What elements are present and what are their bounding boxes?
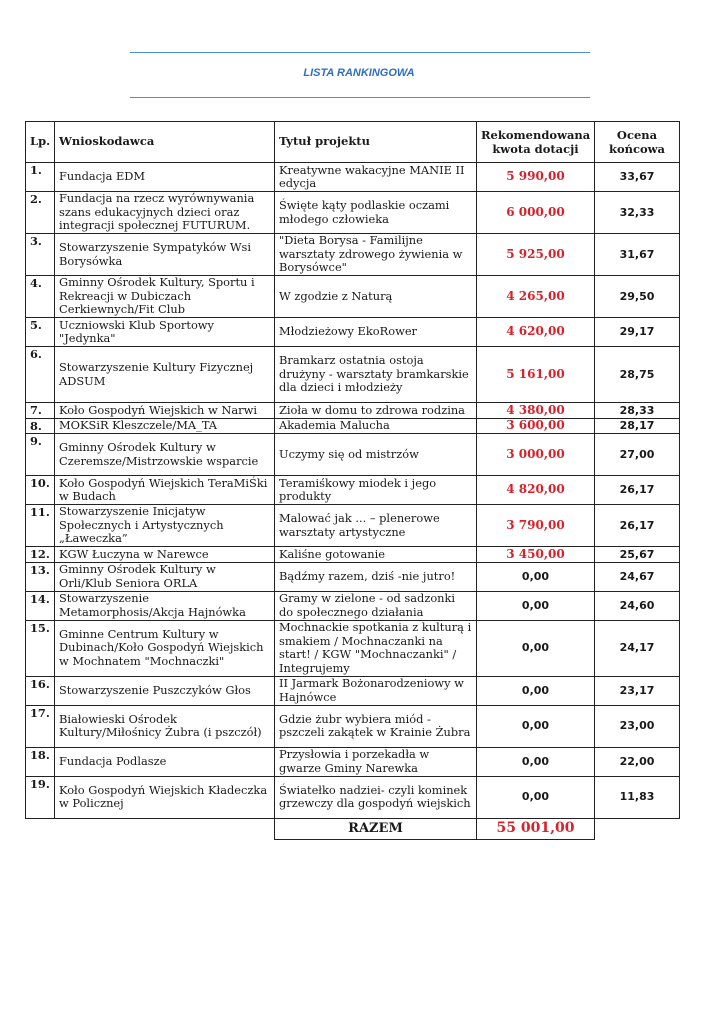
header-score: Ocena końcowa	[595, 122, 680, 163]
row-number: 8.	[26, 418, 55, 434]
amount-cell: 3 000,00	[477, 434, 595, 476]
table-row	[26, 562, 680, 591]
project-title-cell: Zioła w domu to zdrowa rodzina	[275, 403, 477, 419]
applicant-cell: Stowarzyszenie Metamorphosis/Akcja Hajnówka	[55, 591, 275, 620]
applicant-cell: Gminne Centrum Kultury w Dubinach/Koło Gospodyń Wiejskich w Mochnatem "Mochnaczki"	[55, 620, 275, 676]
table-row	[26, 403, 680, 419]
applicant-cell: Gminny Ośrodek Kultury w Czeremsze/Mistrzowskie wsparcie	[55, 434, 275, 476]
table-row	[26, 705, 680, 747]
row-number: 14.	[26, 591, 55, 620]
row-number: 16.	[26, 676, 55, 705]
total-label: RAZEM	[275, 818, 477, 839]
amount-cell: 0,00	[477, 676, 595, 705]
table-row	[26, 434, 680, 476]
amount-cell: 0,00	[477, 620, 595, 676]
amount-cell: 0,00	[477, 747, 595, 776]
score-cell: 23,17	[595, 676, 680, 705]
amount-cell: 0,00	[477, 562, 595, 591]
total-value: 55 001,00	[477, 818, 595, 839]
score-cell: 28,33	[595, 403, 680, 419]
total-row	[26, 818, 680, 839]
row-number: 17.	[26, 705, 55, 747]
score-cell: 27,00	[595, 434, 680, 476]
score-cell: 25,67	[595, 547, 680, 563]
project-title-cell: II Jarmark Bożonarodzeniowy w Hajnówce	[275, 676, 477, 705]
table-row	[26, 620, 680, 676]
table-row	[26, 747, 680, 776]
project-title-cell: Bądźmy razem, dziś -nie jutro!	[275, 562, 477, 591]
amount-cell: 0,00	[477, 776, 595, 818]
document-title: LISTA RANKINGOWA	[303, 67, 415, 79]
project-title-cell: Przysłowia i porzekadła w gwarze Gminy Narewka	[275, 747, 477, 776]
table-row	[26, 163, 680, 192]
table-row	[26, 192, 680, 234]
project-title-cell: Gdzie żubr wybiera miód - pszczeli zakątek w Krainie Żubra	[275, 705, 477, 747]
score-cell: 22,00	[595, 747, 680, 776]
amount-cell: 3 450,00	[477, 547, 595, 563]
table-row	[26, 418, 680, 434]
project-title-cell: Bramkarz ostatnia ostoja drużyny - warsztaty bramkarskie dla dzieci i młodzieży	[275, 347, 477, 403]
applicant-cell: Koło Gospodyń Wiejskich Kładeczka w Policznej	[55, 776, 275, 818]
row-number: 18.	[26, 747, 55, 776]
project-title-cell: Malować jak ... – plenerowe warsztaty artystyczne	[275, 505, 477, 547]
row-number: 7.	[26, 403, 55, 419]
project-title-cell: Młodzieżowy EkoRower	[275, 318, 477, 347]
applicant-cell: Gminny Ośrodek Kultury w Orli/Klub Seniora ORLA	[55, 562, 275, 591]
score-cell: 24,67	[595, 562, 680, 591]
table-row	[26, 676, 680, 705]
amount-cell: 3 790,00	[477, 505, 595, 547]
amount-cell: 4 820,00	[477, 476, 595, 505]
applicant-cell: Stowarzyszenie Inicjatyw Społecznych i Artystycznych „Ławeczka”	[55, 505, 275, 547]
applicant-cell: KGW Łuczyna w Narewce	[55, 547, 275, 563]
amount-cell: 0,00	[477, 591, 595, 620]
project-title-cell: Uczymy się od mistrzów	[275, 434, 477, 476]
applicant-cell: Fundacja EDM	[55, 163, 275, 192]
amount-cell: 0,00	[477, 705, 595, 747]
applicant-cell: MOKSiR Kleszczele/MA_TA	[55, 418, 275, 434]
row-number: 9.	[26, 434, 55, 476]
applicant-cell: Stowarzyszenie Sympatyków Wsi Borysówka	[55, 234, 275, 276]
table-row	[26, 318, 680, 347]
applicant-cell: Białowieski Ośrodek Kultury/Miłośnicy Żubra (i pszczół)	[55, 705, 275, 747]
score-cell: 29,50	[595, 276, 680, 318]
applicant-cell: Fundacja Podlasze	[55, 747, 275, 776]
header-project: Tytuł projektu	[275, 122, 477, 163]
table-row	[26, 347, 680, 403]
amount-cell: 3 600,00	[477, 418, 595, 434]
amount-cell: 5 925,00	[477, 234, 595, 276]
applicant-cell: Stowarzyszenie Kultury Fizycznej ADSUM	[55, 347, 275, 403]
row-number: 5.	[26, 318, 55, 347]
amount-cell: 4 620,00	[477, 318, 595, 347]
score-cell: 33,67	[595, 163, 680, 192]
score-cell: 32,33	[595, 192, 680, 234]
bottom-rule	[130, 97, 590, 98]
row-number: 13.	[26, 562, 55, 591]
project-title-cell: Światełko nadziei- czyli kominek grzewczy dla gospodyń wiejskich	[275, 776, 477, 818]
project-title-cell: Mochnackie spotkania z kulturą i smakiem / Mochnaczanki na start! / KGW "Mochnaczanki" / Integrujemy	[275, 620, 477, 676]
row-number: 4.	[26, 276, 55, 318]
amount-cell: 5 990,00	[477, 163, 595, 192]
score-cell: 28,75	[595, 347, 680, 403]
row-number: 15.	[26, 620, 55, 676]
table-body	[26, 163, 680, 819]
project-title-cell: Akademia Malucha	[275, 418, 477, 434]
row-number: 2.	[26, 192, 55, 234]
score-cell: 24,17	[595, 620, 680, 676]
applicant-cell: Stowarzyszenie Puszczyków Głos	[55, 676, 275, 705]
table-row	[26, 505, 680, 547]
row-number: 3.	[26, 234, 55, 276]
header-lp: Lp.	[26, 122, 55, 163]
amount-cell: 6 000,00	[477, 192, 595, 234]
score-cell: 26,17	[595, 505, 680, 547]
table-row	[26, 547, 680, 563]
header-amount: Rekomendowana kwota dotacji	[477, 122, 595, 163]
project-title-cell: "Dieta Borysa - Familijne warsztaty zdrowego żywienia w Borysówce"	[275, 234, 477, 276]
table-row	[26, 476, 680, 505]
score-cell: 11,83	[595, 776, 680, 818]
applicant-cell: Fundacja na rzecz wyrównywania szans edukacyjnych dzieci oraz integracji społecznej FUTURUM.	[55, 192, 275, 234]
project-title-cell: Gramy w zielone - od sadzonki do społecznego działania	[275, 591, 477, 620]
applicant-cell: Gminny Ośrodek Kultury, Sportu i Rekreacji w Dubiczach Cerkiewnych/Fit Club	[55, 276, 275, 318]
table-row	[26, 776, 680, 818]
score-cell: 31,67	[595, 234, 680, 276]
header-applicant: Wnioskodawca	[55, 122, 275, 163]
row-number: 11.	[26, 505, 55, 547]
score-cell: 28,17	[595, 418, 680, 434]
amount-cell: 5 161,00	[477, 347, 595, 403]
amount-cell: 4 380,00	[477, 403, 595, 419]
amount-cell: 4 265,00	[477, 276, 595, 318]
score-cell: 23,00	[595, 705, 680, 747]
table-row	[26, 276, 680, 318]
applicant-cell: Koło Gospodyń Wiejskich TeraMiŚki w Budach	[55, 476, 275, 505]
top-rule	[130, 52, 590, 53]
score-cell: 24,60	[595, 591, 680, 620]
row-number: 6.	[26, 347, 55, 403]
score-cell: 26,17	[595, 476, 680, 505]
project-title-cell: W zgodzie z Naturą	[275, 276, 477, 318]
project-title-cell: Teramiśkowy miodek i jego produkty	[275, 476, 477, 505]
applicant-cell: Uczniowski Klub Sportowy "Jedynka"	[55, 318, 275, 347]
table-header-row	[26, 122, 680, 163]
project-title-cell: Święte kąty podlaskie oczami młodego człowieka	[275, 192, 477, 234]
ranking-table	[25, 121, 680, 840]
row-number: 19.	[26, 776, 55, 818]
score-cell: 29,17	[595, 318, 680, 347]
project-title-cell: Kaliśne gotowanie	[275, 547, 477, 563]
project-title-cell: Kreatywne wakacyjne MANIE II edycja	[275, 163, 477, 192]
row-number: 10.	[26, 476, 55, 505]
table-row	[26, 591, 680, 620]
applicant-cell: Koło Gospodyń Wiejskich w Narwi	[55, 403, 275, 419]
table-row	[26, 234, 680, 276]
row-number: 12.	[26, 547, 55, 563]
row-number: 1.	[26, 163, 55, 192]
